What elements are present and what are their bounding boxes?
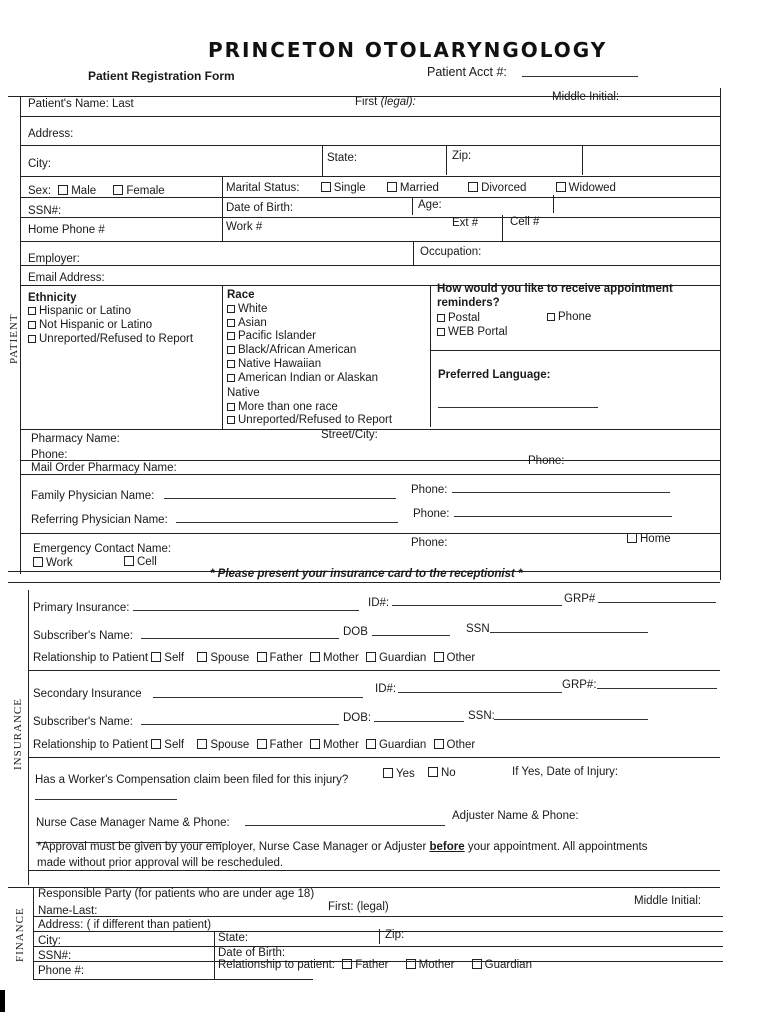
race-option[interactable]: Native Hawaiian [227,358,321,371]
primary-id-field[interactable] [392,605,562,606]
secondary-grp-label: GRP#: [562,679,597,691]
preferred-language-field[interactable] [438,407,598,408]
race-option-continued: Native [227,387,260,399]
patient-left-border [20,96,21,574]
ext-label: Ext # [452,217,479,229]
pharmacy-phone-label: Phone: [31,449,68,461]
practice-name: PRINCETON OTOLARYNGOLOGY [208,38,608,62]
marital-status-field: Marital Status: Single Married Divorced Widowed [226,182,616,194]
row-divider [33,946,723,947]
insurance-left-border [28,590,29,885]
date-of-injury-field[interactable] [35,799,177,800]
sex-male-checkbox[interactable] [58,185,68,195]
rel-father-checkbox[interactable] [257,652,267,662]
patient-zip-label: Zip: [452,150,472,162]
finance-left-border [33,887,34,979]
ethnicity-option[interactable]: Hispanic or Latino [28,305,131,318]
row-divider [28,870,720,871]
age-label: Age: [418,199,442,211]
rel2-guardian-checkbox[interactable] [366,739,376,749]
marital-single-checkbox[interactable] [321,182,331,192]
race-option[interactable]: More than one race [227,401,338,414]
acct-label: Patient Acct #: [427,65,507,79]
approval-note: *Approval must be given by your employer, Nurse Case Manager or Adjuster before your appointment. All appointments [37,841,648,853]
marital-divorced-checkbox[interactable] [468,182,478,192]
rel2-father-checkbox[interactable] [257,739,267,749]
marital-married-checkbox[interactable] [387,182,397,192]
finance-rel-guardian-checkbox[interactable] [472,959,482,969]
subscriber-dob-field[interactable] [372,635,450,636]
emergency-contact-label: Emergency Contact Name: [33,543,172,555]
col-divider [222,176,223,242]
primary-grp-label: GRP# [564,593,596,605]
dob-label: Date of Birth: [226,202,294,214]
finance-city-label: City: [38,935,61,947]
row-divider [33,916,723,917]
referring-physician-label: Referring Physician Name: [31,514,168,526]
emergency-phone-label: Phone: [411,537,448,549]
finance-state-label: State: [218,932,249,944]
finance-middle-label: Middle Initial: [634,895,702,907]
row-divider [20,241,720,242]
sex-female-checkbox[interactable] [113,185,123,195]
race-heading: Race [227,289,255,301]
primary-insurance-label: Primary Insurance: [33,602,130,614]
subscriber2-dob-label: DOB: [343,712,372,724]
rel-self-checkbox[interactable] [151,652,161,662]
secondary-grp-field[interactable] [597,688,717,689]
row-divider [20,460,720,461]
subscriber-ssn-field[interactable] [490,632,648,633]
reminder-heading-2: reminders? [437,297,500,309]
employer-label: Employer: [28,253,80,265]
cell-label: Cell # [510,216,540,228]
patient-state-label: State: [327,152,358,164]
form-title: Patient Registration Form [88,69,235,83]
pharmacy-name-label: Pharmacy Name: [31,433,120,445]
race-option[interactable]: White [227,303,267,316]
nurse-case-manager-field[interactable] [245,825,445,826]
ethnicity-option[interactable]: Unreported/Refused to Report [28,333,193,346]
finance-dob-label: Date of Birth: [218,947,286,959]
referring-phone-field[interactable] [454,516,672,517]
section-divider [8,582,720,583]
rel-mother-checkbox[interactable] [310,652,320,662]
responsible-party-label: Responsible Party (for patients who are under age 18) [38,888,315,900]
primary-id-label: ID#: [368,597,390,609]
adjuster-label: Adjuster Name & Phone: [452,810,579,822]
col-divider [379,929,380,944]
col-divider [322,145,323,176]
work-phone-label: Work # [226,221,263,233]
finance-phone-label: Phone #: [38,965,85,977]
finance-first-label: First: (legal) [328,901,389,913]
race-option[interactable]: Asian [227,317,267,330]
row-divider [28,757,720,758]
col-divider [502,215,503,241]
occupation-label: Occupation: [420,246,482,258]
row-divider [33,931,723,932]
side-label-insurance: INSURANCE [12,698,24,770]
row-divider [20,116,720,117]
col-divider [222,285,223,430]
date-of-injury-label: If Yes, Date of Injury: [512,766,619,778]
marital-widowed-checkbox[interactable] [556,182,566,192]
subscriber-dob-label: DOB [343,626,368,638]
family-physician-label: Family Physician Name: [31,490,155,502]
col-divider [430,285,431,427]
referring-phone-label: Phone: [413,508,450,520]
subscriber-ssn-label: SSN [466,623,490,635]
emergency-cell-option[interactable]: Cell [124,556,157,569]
row-divider [28,670,720,671]
subscriber-name-label: Subscriber's Name: [33,630,133,642]
finance-rel-father-checkbox[interactable] [342,959,352,969]
rel2-self-checkbox[interactable] [151,739,161,749]
patient-right-border [720,88,721,580]
subscriber-name-field[interactable] [141,638,339,639]
family-physician-phone-field[interactable] [452,492,670,493]
col-divider [214,931,215,979]
ethnicity-option[interactable]: Not Hispanic or Latino [28,319,152,332]
ssn-label: SSN#: [28,205,62,217]
reminder-postal-option[interactable]: Postal [437,312,480,325]
workers-comp-no[interactable]: No [428,767,456,780]
rel-guardian-checkbox[interactable] [366,652,376,662]
family-physician-phone-label: Phone: [411,484,448,496]
insurance-notice: * Please present your insurance card to the receptionist * [210,568,523,580]
col-divider [412,197,413,215]
secondary-insurance-label: Secondary Insurance [33,688,142,700]
preferred-language-label: Preferred Language: [438,369,551,381]
row-divider [20,197,720,198]
side-label-patient: PATIENT [8,313,20,364]
row-divider [430,350,720,351]
row-divider [20,145,720,146]
row-divider [20,265,720,266]
relationship-primary: Relationship to Patient Self Spouse Father Mother Guardian Other [33,652,476,664]
reminder-heading: How would you like to receive appointment [437,283,673,295]
patient-name-last-label: Patient's Name: Last [28,98,134,110]
mail-order-label: Mail Order Pharmacy Name: [31,462,177,474]
reminder-web-option[interactable]: WEB Portal [437,326,507,339]
finance-relationship: Relationship to patient: Father Mother Guardian [218,959,532,971]
primary-grp-field[interactable] [598,602,716,603]
rel-spouse-checkbox[interactable] [197,652,207,662]
race-option[interactable]: Black/African American [227,344,356,357]
rel2-mother-checkbox[interactable] [310,739,320,749]
referring-physician-field[interactable] [176,522,398,523]
patient-city-label: City: [28,158,51,170]
secondary-id-field[interactable] [398,692,562,693]
race-option[interactable]: Pacific Islander [227,330,316,343]
ethnicity-heading: Ethnicity [28,292,77,304]
row-divider [33,979,313,980]
workers-comp-yes[interactable]: Yes [383,768,415,781]
workers-comp-question: Has a Worker's Compensation claim been filed for this injury? [35,774,349,786]
race-option[interactable]: Unreported/Refused to Report [227,414,392,427]
email-label: Email Address: [28,272,105,284]
rel2-spouse-checkbox[interactable] [197,739,207,749]
col-divider [413,241,414,265]
home-phone-label: Home Phone # [28,224,105,236]
row-divider [20,176,720,177]
finance-zip-label: Zip: [385,929,405,941]
side-label-finance: FINANCE [14,907,26,962]
secondary-id-label: ID#: [375,683,397,695]
mail-order-phone-label: Phone: [528,455,565,467]
patient-middle-initial-label: Middle Initial: [552,91,620,103]
col-divider [446,145,447,175]
finance-name-last-label: Name-Last: [38,905,98,917]
reminder-phone-option[interactable]: Phone [547,311,591,324]
finance-rel-mother-checkbox[interactable] [406,959,416,969]
subscriber2-name-field[interactable] [141,724,339,725]
col-divider [553,195,554,213]
primary-insurance-field[interactable] [133,610,359,611]
race-option[interactable]: American Indian or Alaskan [227,372,378,385]
street-city-label: Street/City: [321,429,378,441]
finance-ssn-label: SSN#: [38,950,72,962]
patient-address-label: Address: [28,128,74,140]
nurse-case-manager-label: Nurse Case Manager Name & Phone: [36,817,230,829]
approval-note-2: made without prior approval will be rescheduled. [37,857,284,869]
scan-edge-mark [0,990,5,1012]
emergency-work-option[interactable]: Work [33,557,73,570]
finance-address-label: Address: ( if different than patient) [38,919,212,931]
subscriber2-ssn-label: SSN: [468,710,495,722]
patient-name-first-label: First (legal): [355,96,416,108]
sex-field: Sex: Male Female [28,185,165,197]
acct-field[interactable] [522,76,638,77]
subscriber2-dob-field[interactable] [374,721,464,722]
emergency-home-option[interactable]: Home [627,533,671,546]
col-divider [582,145,583,175]
rel2-other-checkbox[interactable] [434,739,444,749]
subscriber2-ssn-field[interactable] [494,719,648,720]
row-divider [20,474,720,475]
secondary-insurance-field[interactable] [153,697,363,698]
rel-other-checkbox[interactable] [434,652,444,662]
family-physician-field[interactable] [164,498,396,499]
relationship-secondary: Relationship to Patient Self Spouse Father Mother Guardian Other [33,739,476,751]
row-divider [20,533,720,534]
row-divider [20,217,720,218]
subscriber2-name-label: Subscriber's Name: [33,716,133,728]
